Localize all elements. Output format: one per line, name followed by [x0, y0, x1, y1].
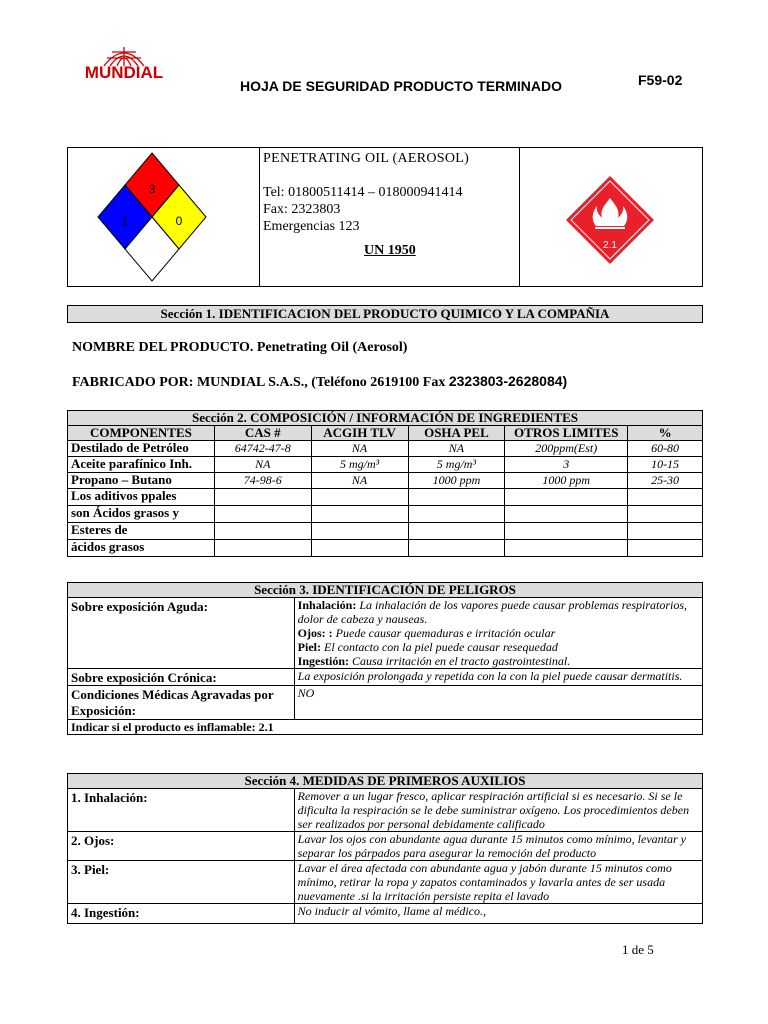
table-row	[68, 441, 703, 457]
eyes-text: Puede causar quemaduras e irritación ocular	[332, 626, 556, 640]
table-cell	[214, 489, 311, 506]
component-cell: Propano – Butano	[68, 473, 215, 489]
ingestion-label: Ingestión:	[297, 654, 350, 668]
table-cell	[628, 506, 703, 523]
table-cell	[505, 506, 628, 523]
table-cell: 5 mg/m³	[311, 457, 408, 473]
table-cell: 3	[505, 457, 628, 473]
table-cell: 200ppm(Est)	[505, 441, 628, 457]
component-cell: ácidos grasos	[68, 540, 215, 557]
table-row	[68, 457, 703, 473]
page-number: 1 de 5	[622, 942, 654, 957]
nfpa-fire-value: 3	[148, 182, 156, 196]
acute-details	[294, 598, 702, 669]
first-aid-label: 2. Ojos:	[68, 832, 295, 861]
table-cell	[505, 489, 628, 506]
table-cell: NA	[311, 473, 408, 489]
ingestion-text: Causa irritación en el tracto gastrointestinal.	[349, 654, 571, 668]
composition-table	[67, 410, 703, 557]
column-header: %	[628, 426, 703, 441]
manufacturer-text: FABRICADO POR: MUNDIAL S.A.S., (Teléfono 2619100 Fax	[72, 375, 449, 390]
table-cell: NA	[214, 457, 311, 473]
table-cell	[311, 489, 408, 506]
section4-header: Sección 4. MEDIDAS DE PRIMEROS AUXILIOS	[68, 774, 703, 789]
column-header: COMPONENTES	[68, 426, 215, 441]
first-aid-table	[67, 773, 703, 924]
table-cell	[408, 540, 505, 557]
section3-header: Sección 3. IDENTIFICACIÓN DE PELIGROS	[68, 583, 703, 598]
first-aid-label: 3. Piel:	[68, 861, 295, 904]
nfpa-health-value: 1	[121, 214, 129, 228]
table-row	[68, 489, 703, 506]
phone-line: Tel: 01800511414 – 018000941414	[263, 185, 463, 200]
table-row	[68, 861, 703, 904]
first-aid-text: No inducir al vómito, llame al médico.,	[294, 904, 702, 924]
table-row	[68, 686, 703, 720]
column-header: OSHA PEL	[408, 426, 505, 441]
component-cell: Destilado de Petróleo	[68, 441, 215, 457]
table-cell	[214, 523, 311, 540]
first-aid-label: 4. Ingestión:	[68, 904, 295, 924]
conditions-text: NO	[294, 686, 702, 720]
table-cell: 1000 ppm	[505, 473, 628, 489]
table-cell	[408, 506, 505, 523]
table-row	[68, 904, 703, 924]
section2-header: Sección 2. COMPOSICIÓN / INFORMACIÓN DE INGREDIENTES	[68, 411, 703, 426]
table-cell	[311, 506, 408, 523]
component-cell: Los aditivos ppales	[68, 489, 215, 506]
component-cell: son Ácidos grasos y	[68, 506, 215, 523]
table-cell	[505, 540, 628, 557]
table-row	[68, 598, 703, 669]
logo-wordmark: MUNDIAL	[84, 63, 164, 82]
product-header-box	[67, 147, 703, 287]
emergency-line: Emergencias 123	[263, 219, 360, 234]
table-cell: 64742-47-8	[214, 441, 311, 457]
first-aid-text: Lavar los ojos con abundante agua durante 15 minutos como mínimo, levantar y separar los párpados para asegurar la remoción del producto	[294, 832, 702, 861]
table-row	[68, 720, 703, 735]
flammable-indicator: Indicar si el producto es inflamable: 2.1	[68, 720, 703, 735]
first-aid-text: Remover a un lugar fresco, aplicar respiración artificial si es necesario. Si se le dificulta la respiración se le debe suministrar oxígeno. Los procedimientos deben ser realizados por personal debidamente calificado	[294, 789, 702, 832]
acute-label: Sobre exposición Aguda:	[68, 598, 295, 669]
table-cell	[505, 523, 628, 540]
product-contact-block	[263, 150, 470, 258]
table-cell	[628, 540, 703, 557]
table-cell	[311, 540, 408, 557]
product-name-line: NOMBRE DEL PRODUCTO. Penetrating Oil (Aerosol)	[72, 340, 408, 355]
table-cell	[311, 523, 408, 540]
table-row	[68, 540, 703, 557]
skin-text: El contacto con la piel puede causar resequedad	[321, 640, 558, 654]
first-aid-label: 1. Inhalación:	[68, 789, 295, 832]
table-row	[68, 523, 703, 540]
table-cell	[628, 489, 703, 506]
table-cell	[214, 540, 311, 557]
column-header: OTROS LIMITES	[505, 426, 628, 441]
table-cell	[408, 489, 505, 506]
table-cell: 74-98-6	[214, 473, 311, 489]
inhalation-label: Inhalación:	[297, 598, 357, 612]
table-row	[68, 789, 703, 832]
table-cell: 60-80	[628, 441, 703, 457]
hazard-label-cell	[519, 148, 703, 286]
component-cell: Esteres de	[68, 523, 215, 540]
product-title: PENETRATING OIL (AEROSOL)	[263, 151, 470, 166]
component-cell: Aceite parafínico Inh.	[68, 457, 215, 473]
inhalation-text: La inhalación de los vapores puede causar problemas respiratorios, dolor de cabeza y nauseas.	[297, 598, 688, 626]
hazard-class-number: 2.1	[603, 240, 617, 251]
table-cell	[214, 506, 311, 523]
nfpa-diamond-icon	[68, 148, 259, 286]
un-number: UN 1950	[364, 243, 416, 258]
chronic-text: La exposición prolongada y repetida con la con la piel puede causar dermatitis.	[294, 669, 702, 686]
table-cell: 10-15	[628, 457, 703, 473]
column-header: ACGIH TLV	[311, 426, 408, 441]
table-cell: 25-30	[628, 473, 703, 489]
table-row	[68, 473, 703, 489]
table-cell: 1000 ppm	[408, 473, 505, 489]
manufacturer-line	[72, 373, 567, 391]
table-cell: 5 mg/m³	[408, 457, 505, 473]
company-logo	[74, 44, 174, 86]
first-aid-text: Lavar el área afectada con abundante agua y jabón durante 15 minutos como mínimo, retirar la ropa y zapatos contaminados y lavarla antes de ser usada nuevamente .si la irritación persiste repita el lavado	[294, 861, 702, 904]
eyes-label: Ojos: :	[297, 626, 333, 640]
chronic-label: Sobre exposición Crónica:	[68, 669, 295, 686]
table-row	[68, 832, 703, 861]
conditions-label: Condiciones Médicas Agravadas por Exposición:	[68, 686, 295, 720]
table-cell: NA	[408, 441, 505, 457]
table-cell: NA	[311, 441, 408, 457]
nfpa-reactivity-value: 0	[175, 214, 183, 228]
skin-label: Piel:	[297, 640, 321, 654]
document-code: F59-02	[638, 72, 683, 88]
table-cell	[628, 523, 703, 540]
fax-line: Fax: 2323803	[263, 202, 341, 217]
table-cell	[408, 523, 505, 540]
manufacturer-fax: 2323803-2628084)	[448, 373, 568, 389]
table-row	[68, 506, 703, 523]
hazards-table	[67, 582, 703, 735]
nfpa-cell	[68, 148, 260, 286]
flammable-gas-icon	[520, 148, 703, 286]
column-header: CAS #	[214, 426, 311, 441]
section1-header: Sección 1. IDENTIFICACION DEL PRODUCTO QUIMICO Y LA COMPAÑIA	[67, 305, 703, 323]
table-row	[68, 669, 703, 686]
document-title: HOJA DE SEGURIDAD PRODUCTO TERMINADO	[240, 78, 563, 94]
